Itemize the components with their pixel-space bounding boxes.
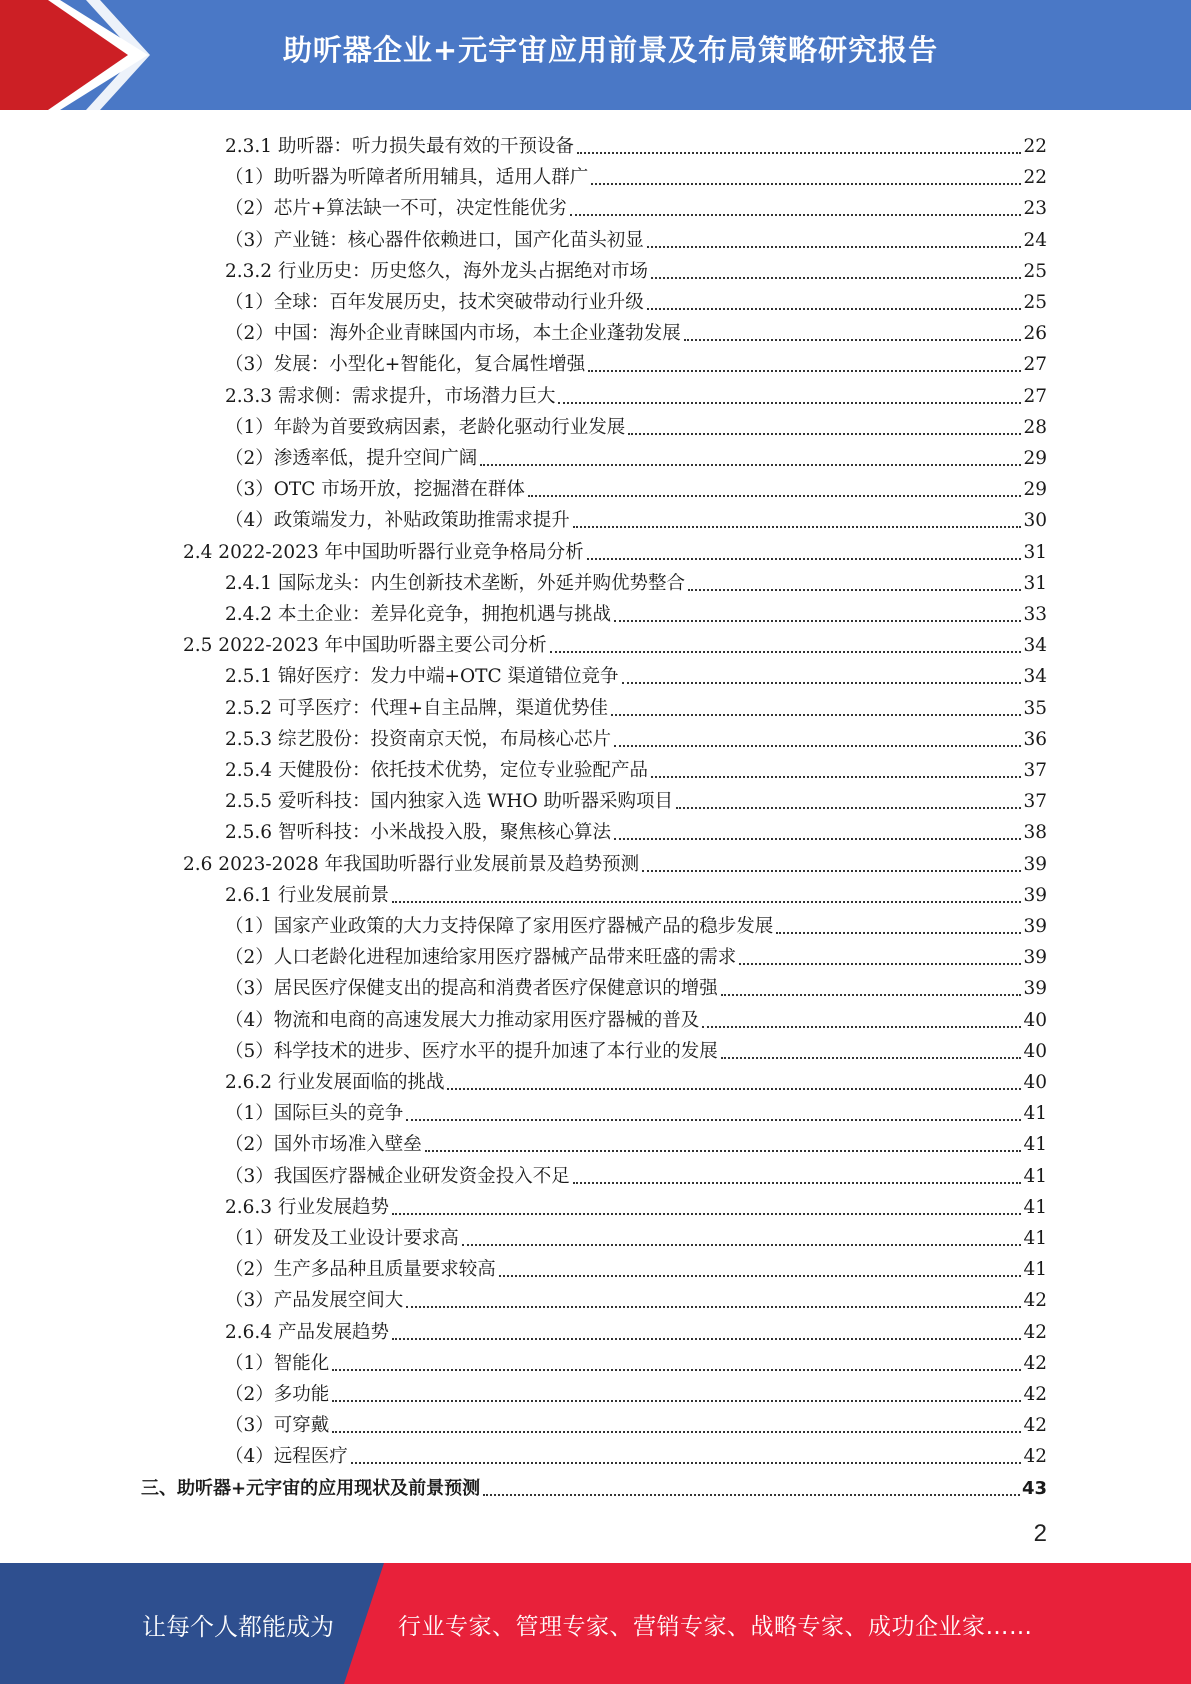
toc-entry-title: （3）发展：小型化+智能化，复合属性增强	[225, 354, 586, 376]
toc-entry[interactable]	[225, 1438, 1047, 1469]
toc-entry-page: 42	[1023, 1352, 1047, 1374]
toc-entry-page: 37	[1023, 760, 1047, 781]
toc-entry-page: 41	[1023, 1103, 1047, 1125]
toc-dot-leader	[447, 1088, 1021, 1090]
toc-entry[interactable]	[225, 877, 1047, 908]
toc-entry-page: 23	[1023, 198, 1047, 220]
toc-entry-page: 42	[1023, 1384, 1047, 1405]
toc-entry[interactable]	[183, 627, 1047, 658]
toc-entry[interactable]	[225, 1126, 1047, 1157]
toc-entry-title: 2.6.1 行业发展前景	[225, 884, 389, 906]
toc-entry[interactable]	[225, 752, 1047, 783]
toc-entry[interactable]	[225, 908, 1047, 939]
toc-entry-title: 2.5.6 智听科技：小米战投入股，聚焦核心算法	[225, 822, 611, 844]
toc-entry-page: 39	[1023, 978, 1047, 1000]
toc-dot-leader	[614, 745, 1021, 747]
toc-entry-title: （1）助听器为听障者所用辅具，适用人群广	[225, 167, 589, 189]
toc-entry-title: （2）生产多品种且质量要求较高	[225, 1259, 496, 1281]
toc-entry-title: （3）产品发展空间大	[225, 1290, 404, 1312]
toc-entry[interactable]	[225, 1033, 1047, 1064]
toc-dot-leader	[721, 1057, 1022, 1059]
document-title: 助听器企业+元宇宙应用前景及布局策略研究报告	[282, 33, 939, 67]
page-number: 2	[1033, 1520, 1047, 1547]
toc-entry[interactable]	[225, 222, 1047, 253]
toc-entry[interactable]	[225, 814, 1047, 845]
toc-entry[interactable]	[225, 1064, 1047, 1095]
toc-dot-leader	[550, 651, 1022, 653]
toc-entry-title: （2）国外市场准入壁垒	[225, 1134, 422, 1156]
toc-entry[interactable]	[225, 190, 1047, 221]
toc-entry-page: 31	[1023, 541, 1047, 563]
toc-entry[interactable]	[225, 565, 1047, 596]
toc-dot-leader	[558, 402, 1021, 404]
toc-dot-leader	[573, 1182, 1022, 1184]
toc-entry[interactable]	[225, 1189, 1047, 1220]
toc-dot-leader	[528, 495, 1022, 497]
toc-entry[interactable]	[225, 783, 1047, 814]
toc-dot-leader	[614, 838, 1021, 840]
toc-entry-page: 22	[1023, 136, 1047, 157]
toc-entry-title: （2）人口老龄化进程加速给家用医疗器械产品带来旺盛的需求	[225, 947, 737, 969]
toc-entry-page: 39	[1023, 884, 1047, 906]
toc-dot-leader	[392, 1338, 1021, 1340]
toc-entry-page: 22	[1023, 167, 1047, 189]
toc-entry-title: 三、助听器+元宇宙的应用现状及前景预测	[141, 1477, 481, 1499]
toc-dot-leader	[611, 714, 1021, 716]
toc-entry-title: （1）国家产业政策的大力支持保障了家用医疗器械产品的稳步发展	[225, 916, 774, 937]
toc-entry[interactable]	[225, 1345, 1047, 1376]
toc-entry[interactable]	[225, 346, 1047, 377]
toc-entry-page: 41	[1023, 1134, 1047, 1156]
toc-entry-title: 2.4.2 本土企业：差异化竞争，拥抱机遇与挑战	[225, 604, 611, 625]
toc-dot-leader	[462, 1244, 1022, 1246]
toc-entry-page: 29	[1023, 479, 1047, 501]
toc-dot-leader	[351, 1462, 1022, 1464]
toc-entry-title: （1）研发及工业设计要求高	[225, 1228, 459, 1249]
toc-entry-title: （2）多功能	[225, 1384, 330, 1405]
toc-entry-page: 41	[1023, 1259, 1047, 1281]
toc-entry[interactable]	[225, 1407, 1047, 1438]
toc-entry-page: 39	[1023, 947, 1047, 969]
toc-entry[interactable]	[225, 1002, 1047, 1033]
toc-entry-page: 34	[1023, 666, 1047, 688]
toc-entry-page: 42	[1023, 1415, 1047, 1437]
toc-entry-page: 37	[1023, 791, 1047, 813]
toc-entry[interactable]	[225, 1376, 1047, 1407]
toc-entry-page: 41	[1023, 1228, 1047, 1249]
toc-entry-page: 27	[1023, 354, 1047, 376]
toc-entry[interactable]	[225, 128, 1047, 159]
toc-dot-leader	[480, 464, 1021, 466]
toc-dot-leader	[392, 901, 1021, 903]
toc-dot-leader	[499, 1275, 1022, 1277]
toc-entry-title: （1）年龄为首要致病因素，老龄化驱动行业发展	[225, 416, 626, 438]
toc-dot-leader	[651, 277, 1021, 279]
toc-entry[interactable]	[225, 721, 1047, 752]
toc-entry[interactable]	[225, 409, 1047, 440]
toc-entry-title: 2.3.3 需求侧：需求提升，市场潜力巨大	[225, 385, 556, 407]
toc-dot-leader	[483, 1494, 1020, 1496]
toc-entry-page: 39	[1023, 916, 1047, 937]
toc-entry-page: 43	[1021, 1477, 1047, 1499]
toc-entry-title: （3）我国医疗器械企业研发资金投入不足	[225, 1165, 570, 1187]
toc-entry-title: （1）全球：百年发展历史，技术突破带动行业升级	[225, 292, 644, 313]
toc-entry-title: 2.5.4 天健股份：依托技术优势，定位专业验配产品	[225, 760, 648, 781]
toc-entry-title: 2.6.2 行业发展面临的挑战	[225, 1072, 445, 1093]
toc-dot-leader	[651, 776, 1021, 778]
toc-entry[interactable]	[225, 658, 1047, 689]
toc-entry[interactable]	[225, 315, 1047, 346]
toc-entry-title: 2.5.1 锦好医疗：发力中端+OTC 渠道错位竞争	[225, 666, 619, 688]
toc-entry[interactable]	[225, 253, 1047, 284]
toc-dot-leader	[676, 807, 1021, 809]
toc-dot-leader	[406, 1119, 1021, 1121]
toc-entry-title: 2.6.4 产品发展趋势	[225, 1321, 389, 1343]
toc-entry-page: 42	[1023, 1321, 1047, 1343]
toc-entry[interactable]	[225, 471, 1047, 502]
page-footer	[0, 1563, 1191, 1684]
toc-entry[interactable]	[225, 1314, 1047, 1345]
toc-entry-page: 42	[1023, 1290, 1047, 1312]
toc-entry[interactable]	[225, 1282, 1047, 1313]
toc-entry[interactable]	[225, 1220, 1047, 1251]
toc-entry[interactable]	[225, 1158, 1047, 1189]
toc-entry-page: 31	[1023, 572, 1047, 594]
toc-entry[interactable]	[225, 596, 1047, 627]
toc-entry-title: （4）远程医疗	[225, 1446, 348, 1468]
toc-entry-page: 29	[1023, 448, 1047, 469]
toc-entry-title: （3）可穿戴	[225, 1415, 330, 1437]
toc-dot-leader	[392, 1213, 1021, 1215]
toc-dot-leader	[688, 589, 1021, 591]
toc-entry[interactable]	[225, 970, 1047, 1001]
toc-entry-page: 27	[1023, 385, 1047, 407]
toc-dot-leader	[647, 246, 1022, 248]
toc-entry[interactable]	[225, 939, 1047, 970]
toc-dot-leader	[702, 1026, 1021, 1028]
toc-entry-title: （4）政策端发力，补贴政策助推需求提升	[225, 510, 570, 532]
toc-entry-page: 26	[1023, 323, 1047, 345]
toc-entry-title: （4）物流和电商的高速发展大力推动家用医疗器械的普及	[225, 1009, 700, 1031]
toc-dot-leader	[573, 526, 1022, 528]
toc-entry-title: 2.3.1 助听器：听力损失最有效的干预设备	[225, 136, 574, 157]
toc-entry-page: 28	[1023, 416, 1047, 438]
toc-entry-page: 25	[1023, 292, 1047, 313]
toc-dot-leader	[642, 870, 1021, 872]
toc-entry-title: （3）OTC 市场开放，挖掘潜在群体	[225, 479, 525, 501]
toc-entry-page: 40	[1023, 1009, 1047, 1031]
toc-entry-title: 2.5.3 综艺股份：投资南京天悦，布局核心芯片	[225, 728, 611, 750]
toc-entry-page: 42	[1023, 1446, 1047, 1468]
toc-entry[interactable]	[225, 502, 1047, 533]
toc-entry-title: （2）渗透率低，提升空间广阔	[225, 448, 478, 469]
toc-entry-page: 25	[1023, 260, 1047, 282]
toc-entry-page: 38	[1023, 822, 1047, 844]
toc-dot-leader	[587, 558, 1022, 560]
toc-entry-page: 34	[1023, 635, 1047, 657]
toc-entry-title: 2.4 2022-2023 年中国助听器行业竞争格局分析	[183, 541, 584, 563]
toc-entry-page: 41	[1023, 1196, 1047, 1218]
toc-entry-title: 2.5.5 爱听科技：国内独家入选 WHO 助听器采购项目	[225, 791, 674, 813]
toc-dot-leader	[425, 1150, 1022, 1152]
toc-entry[interactable]	[225, 1251, 1047, 1282]
toc-dot-leader	[588, 370, 1021, 372]
toc-dot-leader	[721, 994, 1022, 996]
toc-dot-leader	[591, 183, 1021, 185]
toc-entry-title: 2.5 2022-2023 年中国助听器主要公司分析	[183, 635, 547, 657]
toc-entry[interactable]	[225, 284, 1047, 315]
toc-dot-leader	[570, 214, 1022, 216]
toc-dot-leader	[614, 620, 1021, 622]
toc-dot-leader	[332, 1400, 1021, 1402]
toc-entry-title: （2）中国：海外企业青睐国内市场，本土企业蓬勃发展	[225, 323, 681, 345]
toc-dot-leader	[628, 433, 1021, 435]
toc-dot-leader	[406, 1306, 1021, 1308]
toc-entry-page: 36	[1023, 728, 1047, 750]
toc-entry[interactable]	[141, 1470, 1047, 1501]
toc-entry-title: （3）产业链：核心器件依赖进口，国产化苗头初显	[225, 229, 644, 251]
toc-entry-page: 33	[1023, 604, 1047, 625]
toc-entry-title: （1）国际巨头的竞争	[225, 1103, 404, 1125]
toc-entry-page: 41	[1023, 1165, 1047, 1187]
toc-entry-title: （1）智能化	[225, 1352, 330, 1374]
toc-dot-leader	[739, 963, 1021, 965]
footer-slogan-left: 让每个人都能成为	[142, 1613, 334, 1641]
toc-dot-leader	[684, 339, 1022, 341]
toc-dot-leader	[332, 1431, 1021, 1433]
toc-entry-title: 2.4.1 国际龙头：内生创新技术垄断，外延并购优势整合	[225, 572, 685, 594]
toc-entry-page: 39	[1023, 853, 1047, 875]
toc-entry[interactable]	[225, 378, 1047, 409]
toc-entry[interactable]	[225, 440, 1047, 471]
toc-entry-title: 2.6.3 行业发展趋势	[225, 1196, 389, 1218]
toc-entry[interactable]	[183, 534, 1047, 565]
toc-dot-leader	[332, 1369, 1021, 1371]
toc-dot-leader	[577, 152, 1021, 154]
toc-dot-leader	[776, 932, 1021, 934]
toc-dot-leader	[647, 308, 1022, 310]
toc-entry-page: 30	[1023, 510, 1047, 532]
page-header	[0, 0, 1191, 110]
toc-entry-title: 2.6 2023-2028 年我国助听器行业发展前景及趋势预测	[183, 853, 640, 875]
toc-entry-title: （2）芯片+算法缺一不可，决定性能优劣	[225, 198, 567, 220]
toc-entry[interactable]	[225, 1095, 1047, 1126]
toc-entry-title: （3）居民医疗保健支出的提高和消费者医疗保健意识的增强	[225, 978, 718, 1000]
toc-dot-leader	[622, 682, 1022, 684]
toc-entry[interactable]	[225, 159, 1047, 190]
footer-slogan-right: 行业专家、管理专家、营销专家、战略专家、成功企业家……	[398, 1614, 1033, 1640]
toc-entry[interactable]	[225, 690, 1047, 721]
toc-entry-title: （5）科学技术的进步、医疗水平的提升加速了本行业的发展	[225, 1040, 718, 1062]
toc-entry-page: 40	[1023, 1072, 1047, 1093]
toc-entry[interactable]	[183, 846, 1047, 877]
toc-entry-page: 35	[1023, 697, 1047, 719]
toc-entry-page: 40	[1023, 1040, 1047, 1062]
toc-entry-page: 24	[1023, 229, 1047, 251]
toc-entry-title: 2.5.2 可孚医疗：代理+自主品牌，渠道优势佳	[225, 697, 608, 719]
toc-entry-title: 2.3.2 行业历史：历史悠久，海外龙头占据绝对市场	[225, 260, 648, 282]
